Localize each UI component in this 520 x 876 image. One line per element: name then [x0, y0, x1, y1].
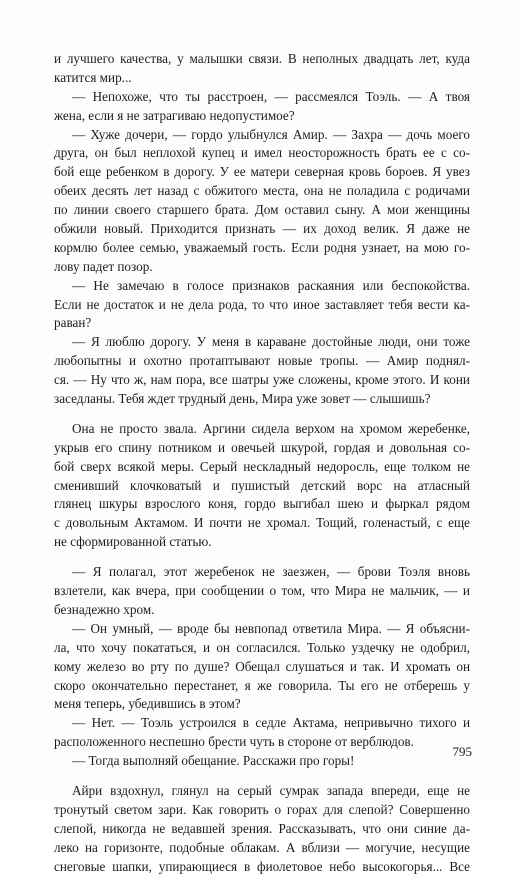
- text-line: друга, он был неплохой купец и имел неосторожность брать ее с со-: [54, 145, 470, 161]
- text-line: кормлю более семью, уважаемый гость. Если родня узнает, на мою го-: [54, 239, 470, 255]
- text-line: — Нет. — Тоэль устроился в седле Актама, непривычно тихого и: [72, 715, 470, 731]
- paragraph-block-4: [54, 782, 470, 876]
- text-line: с довольным Актамом. И почти не хромал. Тощий, голенастый, с еще: [54, 515, 470, 531]
- text-line: обеих десять лет назад с обжитого места, она не поладила с родичами: [54, 183, 470, 199]
- paragraph-block-2: [54, 420, 470, 552]
- text-line: любопытны и охотно протаптывают новые тропы. — Амир поднял-: [54, 353, 470, 369]
- text-line: ся. — Ну что ж, нам пора, все шатры уже сложены, кроме этого. И кони: [54, 372, 470, 388]
- paragraph-gap: [54, 552, 470, 563]
- paragraph-block-3: [54, 563, 470, 771]
- text-line: Айри вздохнул, глянул на серый сумрак запада впереди, еще не: [72, 782, 470, 798]
- text-line: — Я люблю дорогу. У меня в караване достойные люди, они тоже: [72, 334, 470, 350]
- text-line: тронутый светом зари. Как говорить о горах для слепой? Совершенно: [54, 801, 470, 817]
- text-line: укрыв его спину потником и овечьей шкурой, гордая и довольная со-: [54, 439, 470, 455]
- text-line: бой сверх всякой меры. Серый нескладный недоросль, еще толком не: [54, 458, 470, 474]
- text-line: — Не замечаю в голосе признаков раскаяния или беспокойства.: [72, 277, 470, 293]
- text-line: лову падет позор.: [54, 258, 153, 274]
- text-line: заседланы. Тебя ждет трудный день, Мира уже зовет — слышишь?: [54, 391, 431, 407]
- text-line: леко на горизонте, подобные облакам. А вблизи — могучие, несущие: [54, 839, 470, 855]
- text-line: по линии своего старшего брата. Дом оставил сыну. А мои женщины: [54, 202, 470, 218]
- text-line: взлетели, как вчера, при сообщении о том, что Мира не мальчик, — и: [54, 583, 470, 599]
- text-line: раван?: [54, 315, 92, 331]
- text-line: ла, что хочу покататься, и он согласился. Только уздечку не одобрил,: [54, 639, 470, 655]
- text-line: — Тогда выполняй обещание. Расскажи про горы!: [72, 753, 355, 769]
- text-line: — Он умный, — вроде бы невпопад ответила Мира. — Я объясни-: [72, 620, 470, 636]
- text-line: слепой, никогда не ведавшей зрения. Рассказывать, что они синие да-: [54, 820, 470, 836]
- text-line: сменивший клочковатый и пушистый детский ворс на атласный: [54, 477, 470, 493]
- text-line: и лучшего качества, у малышки связи. В неполных двадцать лет, куда: [54, 51, 470, 66]
- text-line: Она не просто звала. Аргини сидела верхом на хромом жеребенке,: [72, 420, 470, 436]
- text-line: Если не достаток и не дела рода, то что иное заставляет тебя вести ка-: [54, 296, 470, 312]
- text-line: расположенного неспешно брести чуть в стороне от верблюдов.: [54, 734, 414, 750]
- text-line: не сформированной статью.: [54, 534, 212, 550]
- text-line: обжили новый. Приходится признать — их доход велик. Я даже не: [54, 221, 470, 237]
- text-line: меня теперь, убедившись в этом?: [54, 696, 241, 712]
- text-line: снеговые шапки, упирающиеся в фиолетовое небо высокогорья... Все: [54, 858, 470, 874]
- text-line: — Хуже дочери, — гордо улыбнулся Амир. — Захра — дочь моего: [72, 126, 470, 142]
- text-line: — Непохоже, что ты расстроен, — рассмеялся Тоэль. — А твоя: [72, 88, 470, 104]
- page-text: [54, 50, 470, 876]
- text-line: катится мир...: [54, 69, 132, 85]
- text-line: скоро окончательно перестанет, я же говорила. Ты его не отберешь у: [54, 677, 470, 693]
- text-line: жена, если я не затрагиваю недопустимое?: [54, 107, 295, 123]
- paragraph-block-1: [54, 50, 470, 409]
- paragraph-gap: [54, 409, 470, 420]
- text-line: кому железо во рту по душе? Обещал слушаться и так. И хромать он: [54, 658, 470, 674]
- paragraph-gap: [54, 771, 470, 782]
- text-line: бой еще ребенком в дорогу. У ее матери северная кровь бороев. Я увез: [54, 164, 470, 180]
- page-number: 795: [452, 744, 472, 759]
- text-line: — Я полагал, этот жеребенок не заезжен, — брови Тоэля вновь: [72, 564, 470, 580]
- text-line: безнадежно хром.: [54, 601, 155, 617]
- text-line: глянец шкуры взрослого коня, гордо выгибал шею и фыркал рядом: [54, 496, 470, 512]
